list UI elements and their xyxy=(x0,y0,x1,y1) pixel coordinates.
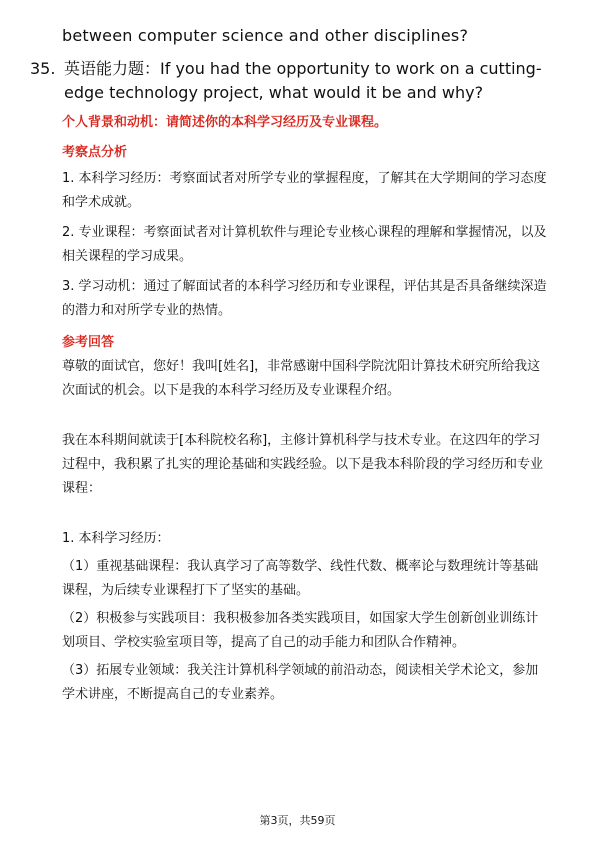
answer-heading: 参考回答 xyxy=(62,335,115,350)
answer-item-1: （1）重视基础课程：我认真学习了高等数学、线性代数、概率论与数理统计等基础课程，为后续专业课程打下了坚实的基础。 xyxy=(62,559,539,598)
analysis-point-2: 2. 专业课程：考察面试者对计算机软件与理论专业核心课程的理解和掌握情况，以及相关课程的学习成果。 xyxy=(62,225,547,264)
content-body xyxy=(62,113,551,707)
question-number: 35. xyxy=(30,59,56,78)
page-footer: 第3页，共59页 xyxy=(259,814,336,827)
answer-item-2: （2）积极参与实践项目：我积极参加各类实践项目，如国家大学生创新创业训练计划项目、学校实验室项目等，提高了自己的动手能力和团队合作精神。 xyxy=(62,611,539,650)
answer-intro: 尊敬的面试官，您好！我叫[姓名]，非常感谢中国科学院沈阳计算技术研究所给我这次面试的机会。以下是我的本科学习经历及专业课程介绍。 xyxy=(62,359,541,398)
analysis-heading: 考察点分析 xyxy=(62,145,128,160)
analysis-point-1: 1. 本科学习经历：考察面试者对所学专业的掌握程度，了解其在大学期间的学习态度和学术成就。 xyxy=(62,171,547,210)
answer-list-title: 1. 本科学习经历： xyxy=(62,531,170,546)
answer-item-3: （3）拓展专业领域：我关注计算机科学领域的前沿动态，阅读相关学术论文，参加学术讲座，不断提高自己的专业素养。 xyxy=(62,663,539,702)
question-continuation: between computer science and other disciplines? xyxy=(62,26,469,45)
section-title: 个人背景和动机：请简述你的本科学习经历及专业课程。 xyxy=(62,115,388,130)
answer-paragraph-2: 我在本科期间就读于[本科院校名称]，主修计算机科学与技术专业。在这四年的学习过程中，我积累了扎实的理论基础和实践经验。以下是我本科阶段的学习经历和专业课程： xyxy=(62,433,544,496)
analysis-point-3: 3. 学习动机：通过了解面试者的本科学习经历和专业课程，评估其是否具备继续深造的潜力和对所学专业的热情。 xyxy=(62,279,547,318)
question-text: 英语能力题：If you had the opportunity to work on a cutting-edge technology project, what would it be and why? xyxy=(64,59,542,102)
